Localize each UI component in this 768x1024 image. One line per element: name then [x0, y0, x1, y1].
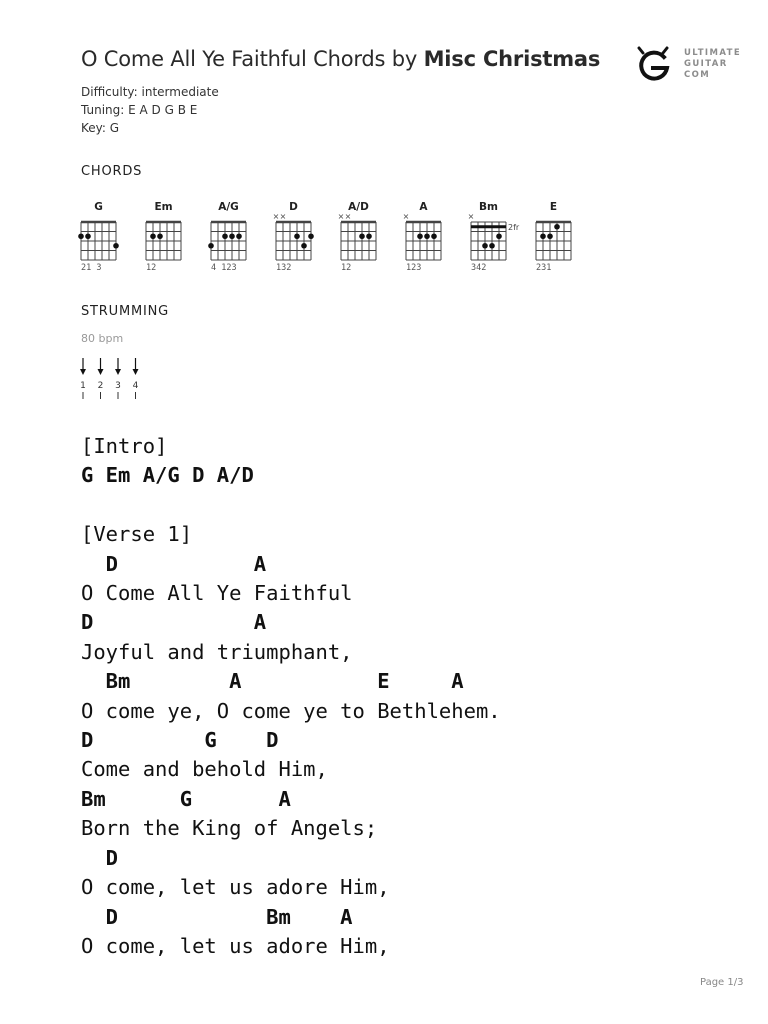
- muted-string-mark: ×: [344, 212, 352, 221]
- lyric-line: O come ye, O come ye to Bethlehem.: [81, 698, 501, 723]
- ultimate-guitar-logo[interactable]: [633, 44, 743, 84]
- tuning-text: Tuning: E A D G B E: [81, 103, 198, 117]
- finger-dot: [113, 243, 119, 249]
- ug-logo-icon: [633, 44, 675, 84]
- chord-line[interactable]: G Em A/G D A/D: [81, 463, 254, 488]
- page-number: Page 1/3: [700, 977, 744, 988]
- chord-fingering-bm: 342: [471, 263, 487, 273]
- chord-line[interactable]: Bm G A: [81, 786, 291, 811]
- finger-dot: [366, 233, 372, 239]
- chord-line[interactable]: Bm A E A: [81, 669, 464, 694]
- finger-dot: [431, 233, 437, 239]
- finger-dot: [489, 243, 495, 249]
- key-text: Key: G: [81, 121, 120, 135]
- finger-dot: [78, 233, 84, 239]
- strum-arrow-head: [133, 369, 139, 375]
- lyric-line: Joyful and triumphant,: [81, 639, 353, 664]
- lyric-line: O come, let us adore Him,: [81, 875, 390, 900]
- song-title: [81, 47, 600, 71]
- chord-fingering-a-g: 4 123: [211, 263, 237, 273]
- section-header: [Verse 1]: [81, 522, 193, 547]
- fret-position-label: 2fr: [508, 223, 520, 232]
- artist-name: Misc Christmas: [423, 47, 601, 71]
- section-header: [Intro]: [81, 434, 168, 458]
- finger-dot: [222, 233, 228, 239]
- finger-dot: [554, 224, 560, 230]
- logo-line-3: COM: [684, 70, 711, 80]
- finger-dot: [208, 243, 214, 249]
- strum-down-arrow: [98, 358, 104, 375]
- blank-line: [81, 491, 501, 520]
- lyric-line: O Come All Ye Faithful: [81, 581, 353, 606]
- strumming-pattern: [76, 356, 156, 404]
- finger-dot: [424, 233, 430, 239]
- chord-line[interactable]: D Bm A: [81, 904, 353, 929]
- chord-fingering-a: 123: [406, 263, 422, 273]
- chord-name-a: A: [419, 201, 428, 213]
- chord-sheet: [81, 432, 501, 961]
- chord-name-d: D: [289, 201, 298, 213]
- finger-dot: [85, 233, 91, 239]
- finger-dot: [359, 233, 365, 239]
- difficulty-text: Difficulty: intermediate: [81, 85, 219, 99]
- chord-name-e: E: [549, 201, 558, 213]
- beat-number: 2: [97, 381, 104, 391]
- beat-number: 1: [80, 381, 86, 391]
- strum-down-arrow: [115, 358, 121, 375]
- chord-line[interactable]: D: [81, 845, 119, 870]
- lyric-line: Born the King of Angels;: [81, 816, 378, 841]
- chord-fingering-e: 231: [536, 263, 552, 273]
- finger-dot: [150, 233, 156, 239]
- strum-arrow-head: [98, 369, 104, 375]
- chords-heading: CHORDS: [81, 164, 143, 179]
- finger-dot: [308, 233, 314, 239]
- lyric-line: O come, let us adore Him,: [81, 933, 390, 958]
- chord-name-em: Em: [154, 201, 173, 213]
- chord-diagrams: [70, 196, 590, 276]
- logo-line-2: GUITAR: [684, 59, 728, 69]
- logo-line-1: ULTIMATE: [684, 48, 742, 58]
- finger-dot: [547, 233, 553, 239]
- muted-string-mark: ×: [337, 212, 345, 221]
- finger-dot: [236, 233, 242, 239]
- muted-string-mark: ×: [467, 212, 475, 221]
- finger-dot: [540, 233, 546, 239]
- bpm-text: 80 bpm: [81, 332, 124, 345]
- muted-string-mark: ×: [279, 212, 287, 221]
- chord-line[interactable]: D A: [81, 610, 267, 635]
- finger-dot: [157, 233, 163, 239]
- chord-line[interactable]: D A: [81, 551, 267, 576]
- chord-name-bm: Bm: [479, 201, 498, 213]
- chord-fingering-g: 21 3: [81, 263, 102, 273]
- finger-dot: [301, 243, 307, 249]
- chord-line[interactable]: D G D: [81, 728, 279, 753]
- chord-name-a-d: A/D: [348, 201, 369, 213]
- strum-arrow-head: [115, 369, 121, 375]
- finger-dot: [229, 233, 235, 239]
- strum-down-arrow: [133, 358, 139, 375]
- strum-arrow-head: [80, 369, 86, 375]
- finger-dot: [482, 243, 488, 249]
- chord-fingering-d: 132: [276, 263, 292, 273]
- finger-dot: [417, 233, 423, 239]
- chord-name-g: G: [94, 201, 103, 213]
- muted-string-mark: ×: [402, 212, 410, 221]
- finger-dot: [496, 233, 502, 239]
- lyric-line: Come and behold Him,: [81, 757, 328, 782]
- strum-down-arrow: [80, 358, 86, 375]
- chord-name-a-g: A/G: [218, 201, 239, 213]
- chord-fingering-em: 12: [146, 263, 157, 273]
- muted-string-mark: ×: [272, 212, 280, 221]
- beat-number: 4: [132, 381, 139, 391]
- strumming-heading: STRUMMING: [81, 304, 170, 319]
- logo-wordmark: [684, 48, 741, 81]
- beat-number: 3: [115, 381, 121, 391]
- finger-dot: [294, 233, 300, 239]
- song-title-text: O Come All Ye Faithful Chords by: [81, 47, 418, 71]
- chord-fingering-a-d: 12: [341, 263, 352, 273]
